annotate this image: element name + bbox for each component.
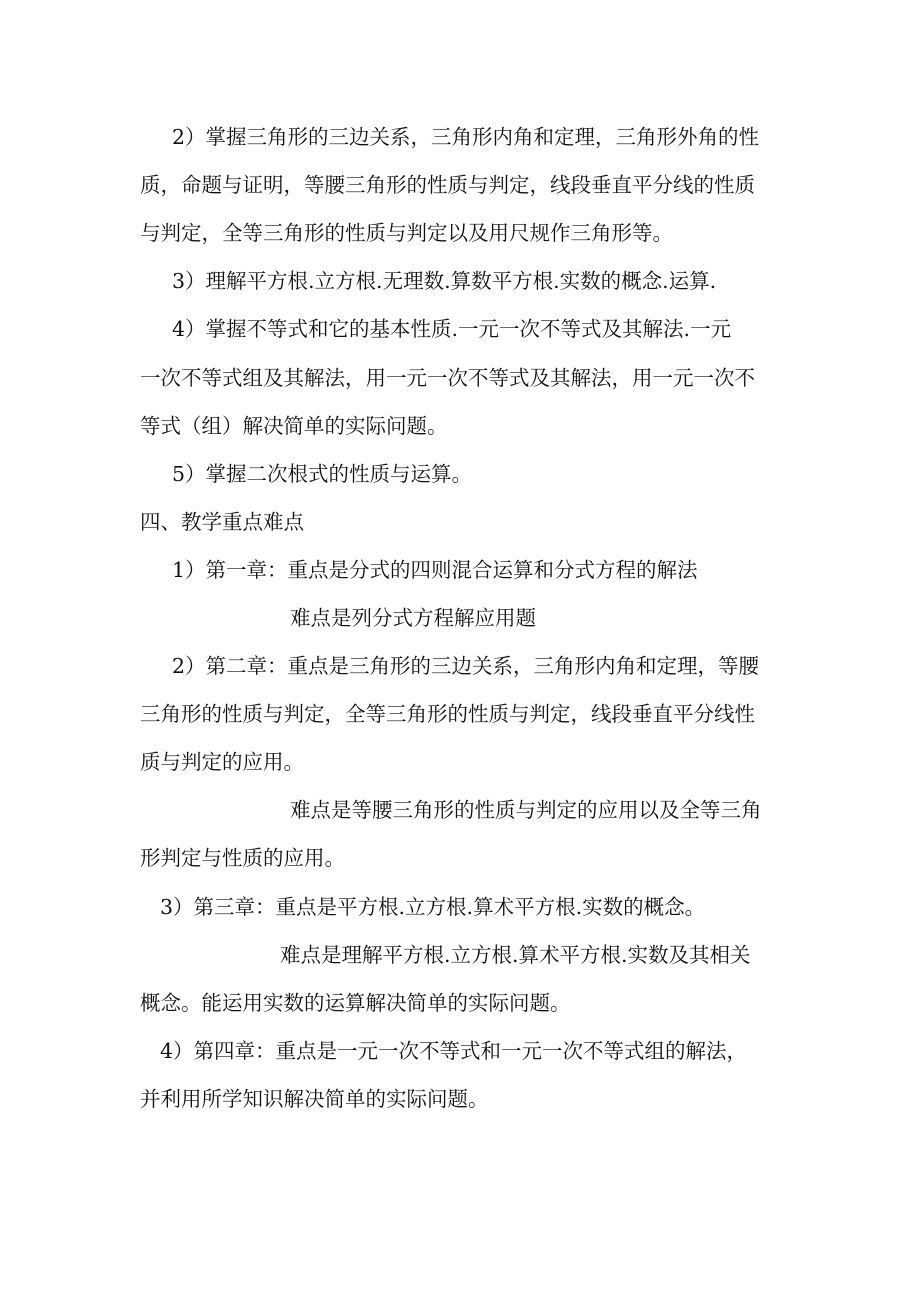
text-line: 2）掌握三角形的三边关系，三角形内角和定理，三角形外角的性 [172, 125, 760, 149]
text-line: 质，命题与证明，等腰三角形的性质与判定，线段垂直平分线的性质 [140, 173, 755, 197]
text-line: 形判定与性质的应用。 [140, 846, 345, 870]
text-line: 2）第二章：重点是三角形的三边关系，三角形内角和定理，等腰 [172, 654, 760, 678]
text-line: 难点是列分式方程解应用题 [290, 606, 536, 630]
text-line: 4）第四章：重点是一元一次不等式和一元一次不等式组的解法， [160, 1039, 748, 1063]
text-line: 等式（组）解决简单的实际问题。 [140, 414, 448, 438]
text-line: 3）理解平方根.立方根.无理数.算数平方根.实数的概念.运算. [172, 269, 717, 293]
text-line: 并利用所学知识解决简单的实际问题。 [140, 1087, 489, 1111]
text-line: 一次不等式组及其解法，用一元一次不等式及其解法，用一元一次不 [140, 366, 755, 390]
text-line: 难点是理解平方根.立方根.算术平方根.实数及其相关 [280, 943, 751, 967]
text-line: 三角形的性质与判定，全等三角形的性质与判定，线段垂直平分线性 [140, 702, 755, 726]
text-line: 概念。能运用实数的运算解决简单的实际问题。 [140, 991, 571, 1015]
text-line: 5）掌握二次根式的性质与运算。 [172, 462, 473, 486]
text-line: 3）第三章：重点是平方根.立方根.算术平方根.实数的概念。 [160, 895, 706, 919]
text-line: 与判定，全等三角形的性质与判定以及用尺规作三角形等。 [140, 221, 673, 245]
text-line: 4）掌握不等式和它的基本性质.一元一次不等式及其解法.一元 [172, 317, 732, 341]
text-line: 难点是等腰三角形的性质与判定的应用以及全等三角 [290, 798, 762, 822]
text-line: 1）第一章：重点是分式的四则混合运算和分式方程的解法 [172, 558, 698, 582]
section-heading: 四、教学重点难点 [140, 510, 304, 534]
text-line: 质与判定的应用。 [140, 750, 304, 774]
